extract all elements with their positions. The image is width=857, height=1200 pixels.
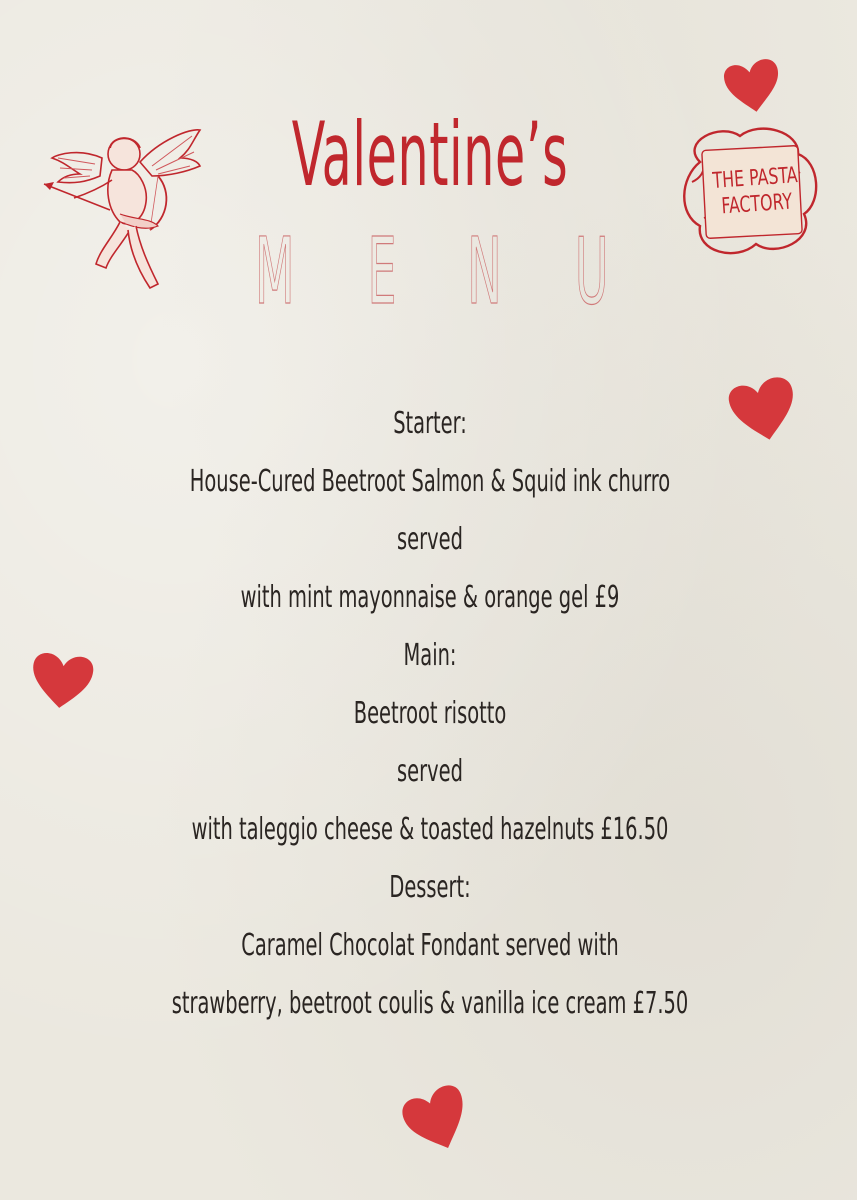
menu-body bbox=[60, 395, 800, 1033]
logo-text bbox=[711, 163, 801, 221]
main-accompaniment: with taleggio cheese & toasted hazelnuts £16.50 bbox=[191, 812, 669, 847]
logo-line-1: THE PASTA bbox=[711, 163, 799, 194]
heart-icon bbox=[722, 58, 784, 114]
starter-heading: Starter: bbox=[393, 406, 467, 441]
starter-dish: House-Cured Beetroot Salmon & Squid ink churro bbox=[189, 464, 671, 499]
main-heading: Main: bbox=[403, 638, 457, 673]
subtitle-letter: N bbox=[467, 218, 502, 325]
cupid-icon bbox=[40, 118, 210, 298]
subtitle-letter: E bbox=[367, 218, 397, 325]
logo-line-2: FACTORY bbox=[720, 189, 794, 220]
subtitle-letter: U bbox=[574, 218, 609, 325]
starter-accompaniment: with mint mayonnaise & orange gel £9 bbox=[240, 580, 620, 615]
starter-served: served bbox=[397, 522, 463, 557]
menu-subtitle bbox=[235, 218, 625, 325]
dessert-dish: Caramel Chocolat Fondant served with bbox=[241, 928, 619, 963]
dessert-heading: Dessert: bbox=[389, 870, 471, 905]
main-served: served bbox=[397, 754, 463, 789]
main-dish: Beetroot risotto bbox=[353, 696, 507, 731]
dessert-accompaniment: strawberry, beetroot coulis & vanilla ice cream £7.50 bbox=[171, 986, 689, 1021]
heart-icon bbox=[402, 1082, 472, 1154]
subtitle-letter: M bbox=[254, 218, 295, 325]
menu-title: Valentine’s bbox=[291, 103, 569, 206]
